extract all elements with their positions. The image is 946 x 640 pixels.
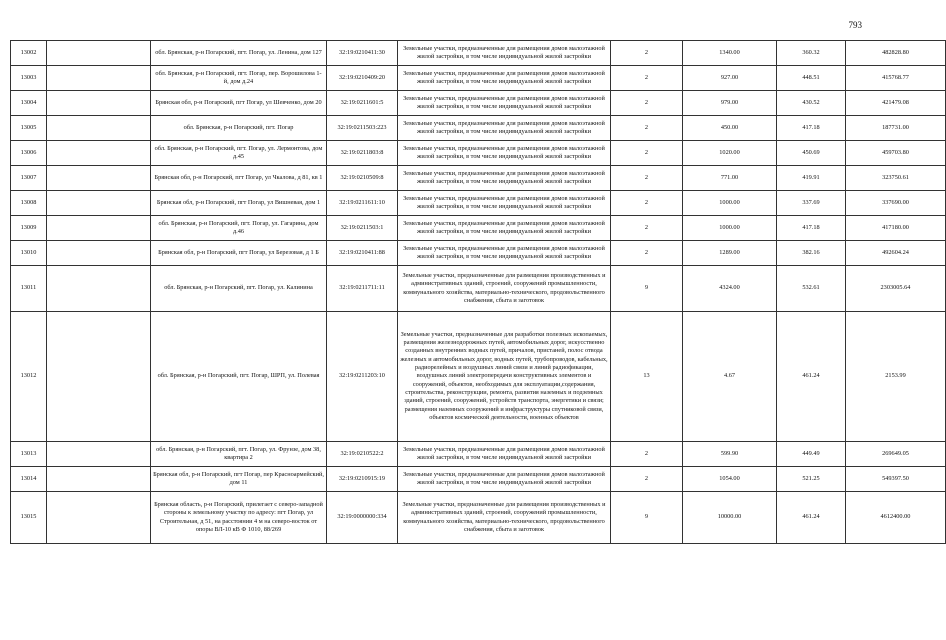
- cadastral-value-cell: 417180.00: [846, 216, 946, 241]
- category-code-cell: 2: [611, 191, 683, 216]
- area-cell: 599.90: [683, 442, 777, 467]
- land-use-cell: Земельные участки, предназначенные для размещения домов малоэтажной жилой застройки, в том числе индивидуальной жилой застройки: [398, 166, 611, 191]
- cadastral-value-cell: 187731.00: [846, 116, 946, 141]
- address-cell: обл. Брянская, р-н Погарский, пгт. Погар, ул. Ленина, дом 127: [151, 41, 327, 66]
- category-code-cell: 2: [611, 241, 683, 266]
- unit-price-cell: 430.52: [777, 91, 846, 116]
- row-number-cell: 13013: [11, 442, 47, 467]
- cadastral-number-cell: 32:19:0000000:334: [327, 492, 398, 544]
- table-row: [11, 166, 946, 191]
- cadastral-number-cell: 32:19:0211601:5: [327, 91, 398, 116]
- cadastral-number-cell: 32:19:0210411:88: [327, 241, 398, 266]
- area-cell: 979.00: [683, 91, 777, 116]
- address-cell: Брянская обл, р-н Погарский, пгт Погар, ул Шевченко, дом 20: [151, 91, 327, 116]
- table-row: [11, 467, 946, 492]
- land-use-cell: Земельные участки, предназначенные для размещения домов малоэтажной жилой застройки, в том числе индивидуальной жилой застройки: [398, 216, 611, 241]
- row-number-cell: 13011: [11, 266, 47, 312]
- cadastral-number-cell: 32:19:0211803:8: [327, 141, 398, 166]
- cadastral-number-cell: 32:19:0210915:19: [327, 467, 398, 492]
- land-use-cell: Земельные участки, предназначенные для размещения домов малоэтажной жилой застройки, в том числе индивидуальной жилой застройки: [398, 191, 611, 216]
- row-number-cell: 13014: [11, 467, 47, 492]
- row-number-cell: 13006: [11, 141, 47, 166]
- empty-cell: [47, 312, 151, 442]
- address-cell: Брянская область, р-н Погарский, прилегает с северо-западной стороны к земельному участку по адресу: пгт Погар, ул Строительная, д 51, на расстоянии 4 м на северо-восток от опоры ВЛ-10 кВ Ф 1010, 88/269: [151, 492, 327, 544]
- category-code-cell: 2: [611, 41, 683, 66]
- row-number-cell: 13004: [11, 91, 47, 116]
- empty-cell: [47, 66, 151, 91]
- cadastral-value-cell: 2303005.64: [846, 266, 946, 312]
- row-number-cell: 13003: [11, 66, 47, 91]
- table-row: [11, 66, 946, 91]
- land-use-cell: Земельные участки, предназначенные для размещения домов малоэтажной жилой застройки, в том числе индивидуальной жилой застройки: [398, 66, 611, 91]
- category-code-cell: 2: [611, 467, 683, 492]
- row-number-cell: 13002: [11, 41, 47, 66]
- cadastral-number-cell: 32:19:0210522:2: [327, 442, 398, 467]
- row-number-cell: 13009: [11, 216, 47, 241]
- empty-cell: [47, 41, 151, 66]
- land-use-cell: Земельные участки, предназначенные для размещения домов малоэтажной жилой застройки, в том числе индивидуальной жилой застройки: [398, 467, 611, 492]
- empty-cell: [47, 241, 151, 266]
- address-cell: обл. Брянская, р-н Погарский, пгт. Погар, ул. Гагарина, дом д.46: [151, 216, 327, 241]
- area-cell: 1020.00: [683, 141, 777, 166]
- unit-price-cell: 449.49: [777, 442, 846, 467]
- address-cell: Брянская обл, р-н Погарский, пгт Погар, ул Чкалова, д 81, кв 1: [151, 166, 327, 191]
- row-number-cell: 13012: [11, 312, 47, 442]
- empty-cell: [47, 166, 151, 191]
- unit-price-cell: 419.91: [777, 166, 846, 191]
- address-cell: обл. Брянская, р-н Погарский, пгт. Погар: [151, 116, 327, 141]
- category-code-cell: 2: [611, 91, 683, 116]
- area-cell: 450.00: [683, 116, 777, 141]
- empty-cell: [47, 442, 151, 467]
- area-cell: 1000.00: [683, 191, 777, 216]
- table-row: [11, 241, 946, 266]
- cadastral-number-cell: 32:19:0211503:1: [327, 216, 398, 241]
- area-cell: 771.00: [683, 166, 777, 191]
- unit-price-cell: 337.69: [777, 191, 846, 216]
- row-number-cell: 13005: [11, 116, 47, 141]
- cadastral-number-cell: 32:19:0210409:20: [327, 66, 398, 91]
- cadastral-value-cell: 492604.24: [846, 241, 946, 266]
- page-number: 793: [848, 20, 862, 30]
- cadastral-value-cell: 482828.80: [846, 41, 946, 66]
- category-code-cell: 2: [611, 66, 683, 91]
- land-use-cell: Земельные участки, предназначенные для разработки полезных ископаемых, размещения железнодорожных путей, автомобильных дорог, искусственно созданных внутренних водных путей, причалов, пристаней, полос отвода железных и автомобильных дорог, водных путей, трубопроводов, кабельных, радиорелейных и воздушных линий связи и линий радиофикации, воздушных линий электропередачи конструктивных элементов и сооружений, объектов, необходимых для эксплуатации,содержания, строительства, реконструкции, ремонта, развития наземных и подземных зданий, строений, сооружений, устройств транспорта, энергетики и связи; размещения наземных сооружений и инфраструктуры спутниковой связи, объектов космической деятельности, военных объектов: [398, 312, 611, 442]
- area-cell: 4.67: [683, 312, 777, 442]
- category-code-cell: 2: [611, 216, 683, 241]
- area-cell: 1340.00: [683, 41, 777, 66]
- address-cell: Брянская обл, р-н Погарский, пгт Погар, пер Красноармейский, дом 11: [151, 467, 327, 492]
- table-row: [11, 91, 946, 116]
- table-row: [11, 41, 946, 66]
- empty-cell: [47, 141, 151, 166]
- address-cell: обл. Брянская, р-н Погарский, пгт. Погар, ул. Калинина: [151, 266, 327, 312]
- unit-price-cell: 461.24: [777, 312, 846, 442]
- table-row: [11, 312, 946, 442]
- cadastral-value-cell: 2153.99: [846, 312, 946, 442]
- address-cell: обл. Брянская, р-н Погарский, пгт. Погар, ШРП, ул. Полевая: [151, 312, 327, 442]
- table-row: [11, 116, 946, 141]
- empty-cell: [47, 266, 151, 312]
- cadastral-number-cell: 32:19:0211503:223: [327, 116, 398, 141]
- area-cell: 1054.00: [683, 467, 777, 492]
- table-row: [11, 492, 946, 544]
- table-row: [11, 266, 946, 312]
- row-number-cell: 13008: [11, 191, 47, 216]
- category-code-cell: 13: [611, 312, 683, 442]
- cadastral-value-cell: 323750.61: [846, 166, 946, 191]
- empty-cell: [47, 191, 151, 216]
- category-code-cell: 9: [611, 266, 683, 312]
- category-code-cell: 2: [611, 442, 683, 467]
- cadastral-value-cell: 269649.05: [846, 442, 946, 467]
- cadastral-value-cell: 549397.50: [846, 467, 946, 492]
- cadastral-number-cell: 32:19:0211711:11: [327, 266, 398, 312]
- cadastral-value-cell: 415768.77: [846, 66, 946, 91]
- unit-price-cell: 448.51: [777, 66, 846, 91]
- address-cell: Брянская обл, р-н Погарский, пгт Погар, ул Вишневая, дом 1: [151, 191, 327, 216]
- unit-price-cell: 461.24: [777, 492, 846, 544]
- land-use-cell: Земельные участки, предназначенные для размещения домов малоэтажной жилой застройки, в том числе индивидуальной жилой застройки: [398, 442, 611, 467]
- land-use-cell: Земельные участки, предназначенные для размещения домов малоэтажной жилой застройки, в том числе индивидуальной жилой застройки: [398, 241, 611, 266]
- land-use-cell: Земельные участки, предназначенные для размещения производственных и административных зданий, строений, сооружений промышленности, коммунального хозяйства, материально-технического, продовольственного снабжения, сбыта и заготовок: [398, 492, 611, 544]
- row-number-cell: 13007: [11, 166, 47, 191]
- table-row: [11, 216, 946, 241]
- table-row: [11, 442, 946, 467]
- address-cell: Брянская обл, р-н Погарский, пгт Погар, ул Березовая, д 1 Б: [151, 241, 327, 266]
- cadastral-value-cell: 421479.08: [846, 91, 946, 116]
- land-use-cell: Земельные участки, предназначенные для размещения домов малоэтажной жилой застройки, в том числе индивидуальной жилой застройки: [398, 116, 611, 141]
- area-cell: 10000.00: [683, 492, 777, 544]
- land-use-cell: Земельные участки, предназначенные для размещения домов малоэтажной жилой застройки, в том числе индивидуальной жилой застройки: [398, 91, 611, 116]
- row-number-cell: 13010: [11, 241, 47, 266]
- row-number-cell: 13015: [11, 492, 47, 544]
- table-row: [11, 141, 946, 166]
- land-use-cell: Земельные участки, предназначенные для размещения домов малоэтажной жилой застройки, в том числе индивидуальной жилой застройки: [398, 141, 611, 166]
- land-use-cell: Земельные участки, предназначенные для размещения производственных и административных зданий, строений, сооружений промышленности, коммунального хозяйства, материально-технического, продовольственного снабжения, сбыта и заготовок: [398, 266, 611, 312]
- empty-cell: [47, 467, 151, 492]
- land-use-cell: Земельные участки, предназначенные для размещения домов малоэтажной жилой застройки, в том числе индивидуальной жилой застройки: [398, 41, 611, 66]
- empty-cell: [47, 91, 151, 116]
- unit-price-cell: 382.16: [777, 241, 846, 266]
- category-code-cell: 9: [611, 492, 683, 544]
- unit-price-cell: 417.18: [777, 216, 846, 241]
- empty-cell: [47, 116, 151, 141]
- unit-price-cell: 450.69: [777, 141, 846, 166]
- cadastral-number-cell: 32:19:0211203:10: [327, 312, 398, 442]
- empty-cell: [47, 216, 151, 241]
- area-cell: 4324.00: [683, 266, 777, 312]
- area-cell: 927.00: [683, 66, 777, 91]
- unit-price-cell: 521.25: [777, 467, 846, 492]
- category-code-cell: 2: [611, 116, 683, 141]
- address-cell: обл. Брянская, р-н Погарский, пгт. Погар, ул. Фрунзе, дом 38, квартира 2: [151, 442, 327, 467]
- cadastral-value-cell: 337690.00: [846, 191, 946, 216]
- cadastral-value-cell: 459703.80: [846, 141, 946, 166]
- address-cell: обл. Брянская, р-н Погарский, пгт. Погар, ул. Лермонтова, дом д.45: [151, 141, 327, 166]
- area-cell: 1289.00: [683, 241, 777, 266]
- unit-price-cell: 532.61: [777, 266, 846, 312]
- cadastral-number-cell: 32:19:0210411:30: [327, 41, 398, 66]
- area-cell: 1000.00: [683, 216, 777, 241]
- empty-cell: [47, 492, 151, 544]
- table-row: [11, 191, 946, 216]
- address-cell: обл. Брянская, р-н Погарский, пгт. Погар, пер. Ворошилова 1-й, дом д.24: [151, 66, 327, 91]
- unit-price-cell: 360.32: [777, 41, 846, 66]
- cadastral-value-cell: 4612400.00: [846, 492, 946, 544]
- category-code-cell: 2: [611, 141, 683, 166]
- unit-price-cell: 417.18: [777, 116, 846, 141]
- category-code-cell: 2: [611, 166, 683, 191]
- cadastral-number-cell: 32:19:0211611:10: [327, 191, 398, 216]
- cadastral-value-table: [10, 40, 946, 544]
- cadastral-number-cell: 32:19:0210509:8: [327, 166, 398, 191]
